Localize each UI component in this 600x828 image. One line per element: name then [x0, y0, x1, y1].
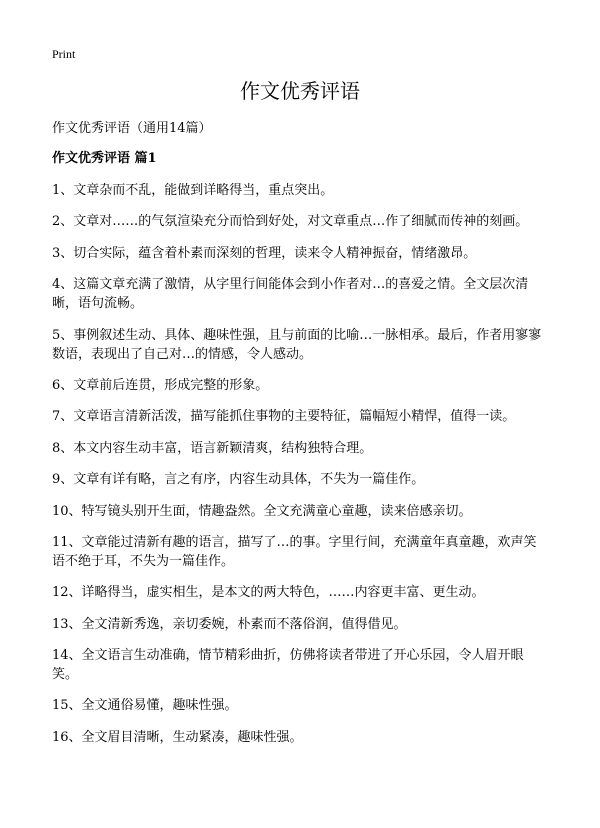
comment-item: 11、文章能过清新有趣的语言，描写了…的事。字里行间，充满童年真童趣，欢声笑语不绝于耳，不失为一篇佳作。: [52, 534, 537, 569]
comment-item: 8、本文内容生动丰富，语言新颖清爽，结构独特合理。: [52, 440, 373, 456]
comment-item: 14、全文语言生动准确，情节精彩曲折，仿佛将读者带进了开心乐园，令人眉开眼笑。: [52, 648, 524, 683]
comment-item: 7、文章语言清新活泼，描写能抓住事物的主要特征，篇幅短小精悍，值得一读。: [52, 409, 516, 425]
comment-item: 6、文章前后连贯，形成完整的形象。: [52, 377, 269, 393]
comment-item: 1、文章杂而不乱，能做到详略得当，重点突出。: [52, 183, 334, 198]
comment-item: 15、全文通俗易懂，趣味性强。: [52, 698, 238, 714]
comment-item: 5、事例叙述生动、具体、趣味性强，且与前面的比喻…一脉相承。最后，作者用寥寥数语，表现出了自己对…的情感，令人感动。: [52, 327, 542, 362]
comment-item: 3、切合实际，蕴含着朴素而深刻的哲理，读来令人精神振奋，情绪激昂。: [52, 245, 477, 261]
comment-item: 2、文章对……的气氛渲染充分而恰到好处，对文章重点…作了细腻而传神的刻画。: [52, 214, 529, 230]
comment-item: 10、特写镜头别开生面，情趣盎然。全文充满童心童趣，读来倍感亲切。: [52, 503, 472, 519]
document-title: 作文优秀评语: [240, 79, 360, 103]
comment-item: 9、文章有详有略，言之有序，内容生动具体，不失为一篇佳作。: [52, 472, 425, 488]
comment-item: 4、这篇文章充满了激情，从字里行间能体会到小作者对…的喜爱之情。全文层次清晰，语句流畅。: [52, 277, 529, 312]
comment-list: [52, 181, 548, 759]
section-heading: 作文优秀评语 篇1: [52, 151, 157, 166]
print-label: Print: [52, 47, 76, 61]
document-subtitle: 作文优秀评语（通用14篇）: [52, 121, 212, 136]
comment-item: 16、全文眉目清晰，生动紧凑，趣味性强。: [52, 729, 303, 745]
comment-item: 13、全文清新秀逸，亲切委婉，朴素而不落俗润，值得借见。: [52, 616, 407, 632]
comment-item: 12、详略得当，虚实相生，是本文的两大特色，……内容更丰富、更生动。: [52, 585, 485, 601]
